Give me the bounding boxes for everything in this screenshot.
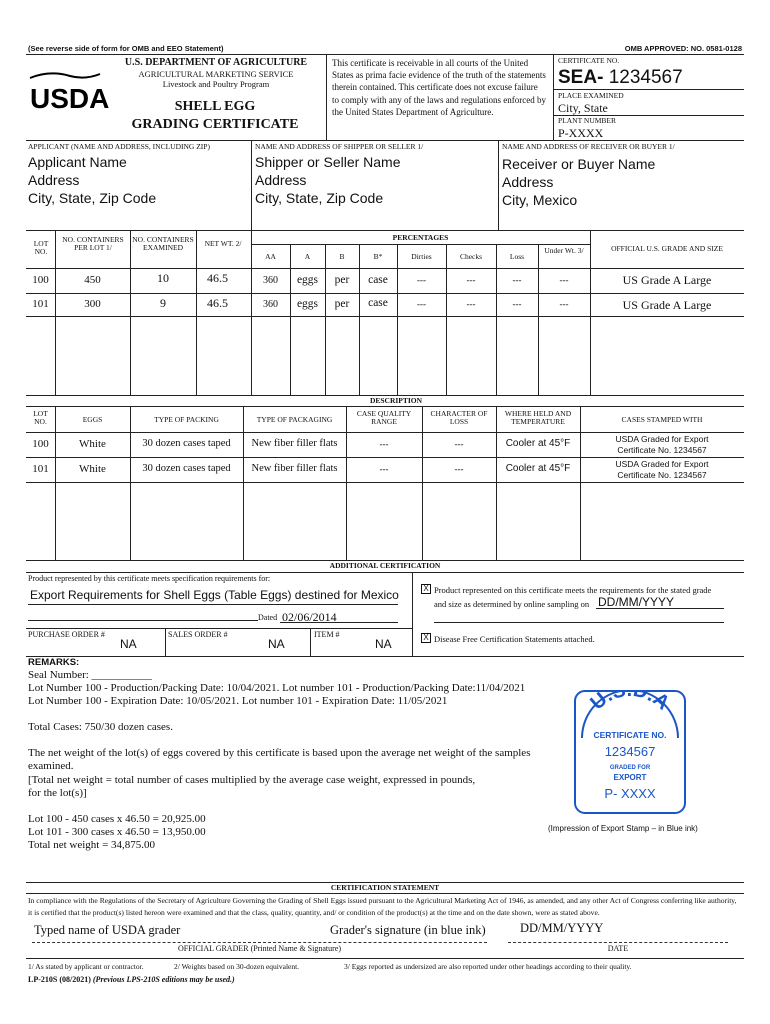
grader-name: Typed name of USDA grader: [34, 923, 181, 937]
t1-netwt-header: NET WT. 2/: [204, 239, 242, 248]
description-title: DESCRIPTION: [369, 396, 423, 405]
online-sampling-checkbox[interactable]: X: [421, 584, 431, 594]
t2-eggs-header: EGGS: [82, 415, 103, 424]
form-title-line2: GRADING CERTIFICATE: [131, 117, 299, 132]
form-title-line1: SHELL EGG: [174, 99, 256, 114]
grader-label: OFFICIAL GRADER (Printed Name & Signature): [177, 944, 342, 953]
shipper-label: NAME AND ADDRESS OF SHIPPER OR SELLER 1/: [255, 142, 424, 151]
grader-date: DD/MM/YYYY: [520, 921, 604, 935]
svg-text:EXPORT: EXPORT: [613, 773, 647, 782]
dept-name: U.S. DEPARTMENT OF AGRICULTURE: [124, 57, 308, 68]
dated-value: 02/06/2014: [282, 610, 337, 624]
so-label: SALES ORDER #: [168, 630, 228, 639]
t2-quality-header: CASE QUALITY RANGE: [356, 409, 412, 427]
t1-dirties-header: Dirties: [411, 252, 432, 261]
t2-stamped-header: CASES STAMPED WITH: [621, 415, 703, 424]
check1-text: Product represented on this certificate meets the requirements for the stated grade: [434, 585, 712, 595]
t1-examined-header: NO. CONTAINERS EXAMINED: [132, 235, 194, 253]
t1-grade-header: OFFICIAL U.S. GRADE AND SIZE: [611, 244, 723, 253]
place-value: City, State: [558, 101, 608, 115]
remarks-body: Seal Number: ___________ Lot Number 100 - Production/Packing Date: 10/04/2021. Lot number 101 - Production/Packing Date:11/04/2021 Lot Number 100 - Expiration Date: 10/05/2021. Lot number 101 - Expiration Date: 11/05/2021 Total Cases: 750/30 dozen cases. The net weight of the lot(s) of eggs covered by this certificate is based upon the average net weight of the samples examined. [Total net weight = total number of cases multiplied by the average case weight, expressed in pounds, for the lot(s)] Lot 100 - 450 cases x 46.50 = 20,925.00 Lot 101 - 300 cases x 46.50 = 13,950.00 Total net weight = 34,875.00: [28, 669, 531, 851]
disease-free-checkbox[interactable]: X: [421, 633, 431, 643]
dated-label: Dated: [258, 613, 278, 622]
cert-no-label: CERTIFICATE NO.: [558, 56, 620, 65]
t1-underwt-header: Under Wt. 3/: [544, 246, 584, 255]
po-value: NA: [120, 637, 137, 651]
svg-text:GRADED FOR: GRADED FOR: [609, 765, 651, 771]
legal-statement: This certificate is receivable in all courts of the United States as prima facie evidence of the truth of the statements therein contained. This certificate does not excuse failure to comply with any of the laws and regulations enforced by the United States Department of Agriculture.: [332, 58, 546, 117]
t2-packaging-header: TYPE OF PACKAGING: [256, 415, 333, 424]
receiver-block: Receiver or Buyer Name Address City, Mexico: [502, 156, 656, 208]
spec-value: Export Requirements for Shell Eggs (Table Eggs) destined for Mexico: [30, 588, 399, 602]
sampling-date: DD/MM/YYYY: [598, 595, 675, 609]
t1-containers-header: NO. CONTAINERS PER LOT 1/: [62, 235, 124, 253]
footnote-1: 1/ As stated by applicant or contractor.: [28, 962, 144, 971]
omb-note: (See reverse side of form for OMB and EEO Statement): [28, 44, 224, 53]
applicant-label: APPLICANT (NAME AND ADDRESS, INCLUDING ZIP): [28, 142, 210, 151]
certification-title: CERTIFICATION STATEMENT: [330, 883, 440, 892]
usda-logo: [30, 72, 110, 117]
plant-label: PLANT NUMBER: [558, 116, 616, 125]
plant-value: P-XXXX: [558, 126, 604, 140]
service-name: AGRICULTURAL MARKETING SERVICE: [138, 69, 294, 79]
po-label: PURCHASE ORDER #: [28, 630, 105, 639]
applicant-block: Applicant Name Address City, State, Zip Code: [28, 154, 157, 206]
check1-text2: and size as determined by online sampling on: [434, 599, 590, 609]
check2-text: Disease Free Certification Statements attached.: [434, 634, 595, 644]
so-value: NA: [268, 637, 285, 651]
grader-signature: Grader's signature (in blue ink): [330, 923, 486, 937]
omb-approval: OMB APPROVED: NO. 0581-0128: [624, 44, 742, 53]
t1-percentages-header: PERCENTAGES: [392, 233, 449, 242]
form-number: LP-210S (08/2021) (Previous LPS-210S editions may be used.): [28, 975, 235, 984]
t1-b-header: B: [339, 252, 345, 261]
date-label: DATE: [607, 944, 629, 953]
stamp-caption: (Impression of Export Stamp – in Blue ink): [548, 824, 698, 833]
t1-a-header: A: [304, 252, 311, 261]
t2-lot-header: LOT NO.: [33, 409, 48, 427]
additional-title: ADDITIONAL CERTIFICATION: [329, 561, 441, 570]
shipper-block: Shipper or Seller Name Address City, State, Zip Code: [255, 154, 401, 206]
t1-bstar-header: B*: [373, 252, 383, 261]
item-label: ITEM #: [314, 630, 340, 639]
t1-lot-header: LOT NO.: [33, 239, 49, 257]
t2-packing-header: TYPE OF PACKING: [154, 415, 219, 424]
svg-text:P- XXXX: P- XXXX: [604, 786, 656, 801]
t2-held-header: WHERE HELD AND TEMPERATURE: [504, 409, 572, 427]
spec-label: Product represented by this certificate meets specification requirements for:: [28, 574, 271, 583]
export-stamp: [574, 690, 686, 814]
place-label: PLACE EXAMINED: [558, 91, 624, 100]
footnote-3: 3/ Eggs reported as undersized are also reported under other headings according to their quality.: [344, 962, 632, 971]
svg-text:1234567: 1234567: [604, 744, 656, 759]
remarks-label: REMARKS:: [28, 657, 80, 668]
t1-aa-header: AA: [265, 252, 276, 261]
t2-loss-header: CHARACTER OF LOSS: [430, 409, 488, 427]
program-name: Livestock and Poultry Program: [162, 79, 270, 89]
svg-text:CERTIFICATE NO.: CERTIFICATE NO.: [593, 730, 667, 740]
certification-text: In compliance with the Regulations of the Secretary of Agriculture Governing the Grading of Shell Eggs issued pursuant to the Agricultural Marketing Act of 1946, as amended, and any other Act of Congress conferring like authority, it is certified that the product(s) listed hereon were examined and that the class, quality, quantity, and/ or condition of the product(s) at the time and on the date shown, were as stated above.: [28, 896, 737, 917]
footnote-2: 2/ Weights based on 30-dozen equivalent.: [174, 962, 300, 971]
svg-text:USDA: USDA: [30, 83, 110, 114]
item-value: NA: [375, 637, 392, 651]
receiver-label: NAME AND ADDRESS OF RECEIVER OR BUYER 1/: [502, 142, 675, 151]
cert-number: SEA- 1234567: [558, 67, 683, 88]
t1-loss-header: Loss: [509, 252, 525, 261]
svg-text:U.S.D.A: U.S.D.A: [586, 690, 674, 715]
t1-checks-header: Checks: [459, 252, 483, 261]
